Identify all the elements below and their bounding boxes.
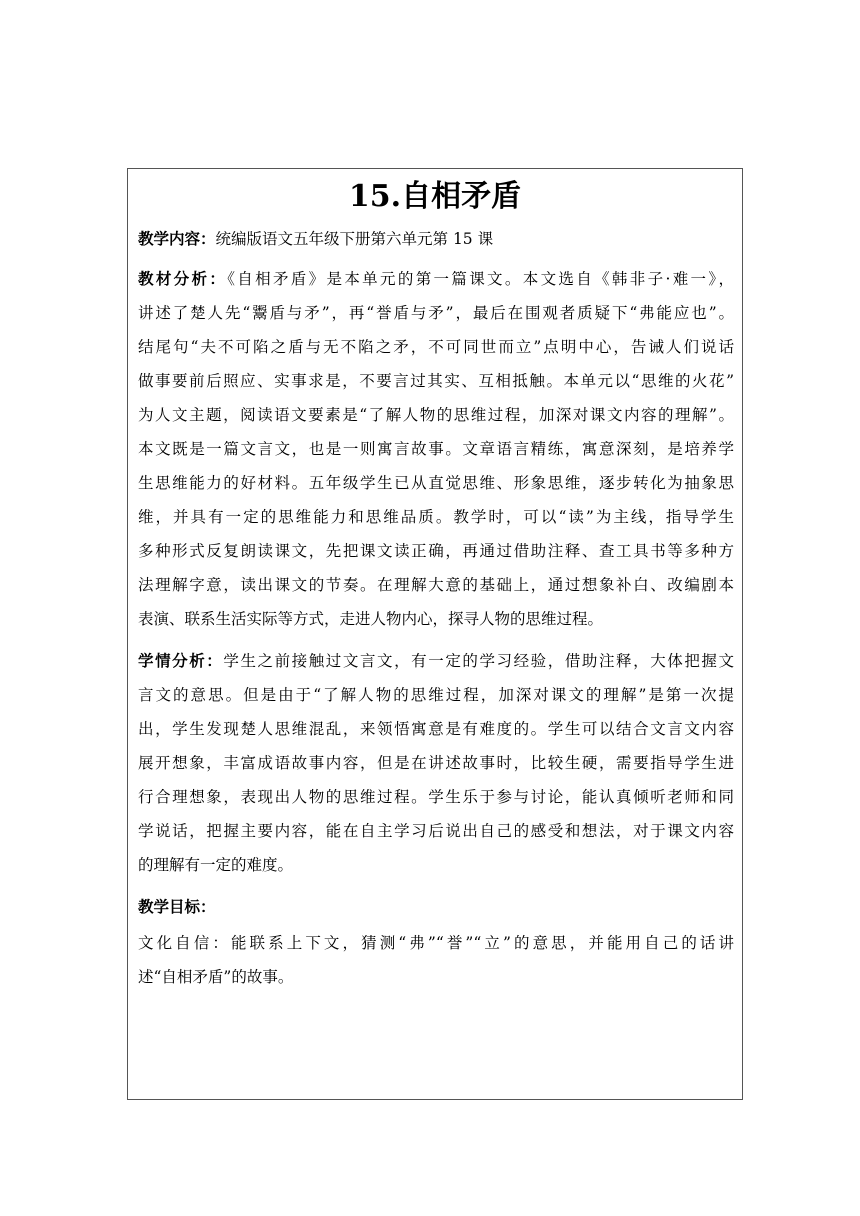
paragraph-line: 做事要前后照应、实事求是，不要言过其实、互相抵触。本单元以“思维的火花” xyxy=(138,372,734,390)
paragraph-line: 述“自相矛盾”的故事。 xyxy=(138,968,294,986)
paragraph-line: 表演、联系生活实际等方式，走进人物内心，探寻人物的思维过程。 xyxy=(138,610,604,628)
paragraph-line: 出，学生发现楚人思维混乱，来领悟寓意是有难度的。学生可以结合文言文内容 xyxy=(138,720,734,738)
paragraph-line: 结尾句“夫不可陷之盾与无不陷之矛，不可同世而立”点明中心，告诫人们说话 xyxy=(138,338,734,356)
paragraph-line: 维，并具有一定的思维能力和思维品质。教学时，可以“读”为主线，指导学生 xyxy=(138,508,734,526)
textbook-analysis-label: 教材分析： xyxy=(138,269,228,288)
teaching-content-label: 教学内容： xyxy=(138,229,216,248)
paragraph-line: 言文的意思。但是由于“了解人物的思维过程，加深对课文的理解”是第一次提 xyxy=(138,686,734,704)
objectives-label: 教学目标： xyxy=(138,897,216,916)
paragraph-line: 本文既是一篇文言文，也是一则寓言故事。文章语言精练，寓意深刻，是培养学 xyxy=(138,440,734,458)
lesson-plan-frame xyxy=(127,168,743,1100)
student-analysis-line xyxy=(138,651,734,671)
paragraph-line: 讲述了楚人先“鬻盾与矛”，再“誉盾与矛”，最后在围观者质疑下“弗能应也”。 xyxy=(138,304,734,322)
paragraph-line: 学说话，把握主要内容，能在自主学习后说出自己的感受和想法，对于课文内容 xyxy=(138,822,734,840)
paragraph-line: 多种形式反复朗读课文，先把课文读正确，再通过借助注释、查工具书等多种方 xyxy=(138,542,734,560)
paragraph-line: 法理解字意，读出课文的节奏。在理解大意的基础上，通过想象补白、改编剧本 xyxy=(138,576,734,594)
teaching-content-line xyxy=(138,229,734,249)
page-title: 15.自相矛盾 xyxy=(348,179,522,214)
textbook-analysis-line xyxy=(138,269,734,289)
paragraph-line: 《自相矛盾》是本单元的第一篇课文。本文选自《韩非子·难一》， xyxy=(227,270,734,288)
paragraph-line: 的理解有一定的难度。 xyxy=(138,856,294,874)
paragraph-line: 行合理想象，表现出人物的思维过程。学生乐于参与讨论，能认真倾听老师和同 xyxy=(138,788,734,806)
paragraph-line: 展开想象，丰富成语故事内容，但是在讲述故事时，比较生硬，需要指导学生进 xyxy=(138,754,734,772)
teaching-content-text: 统编版语文五年级下册第六单元第 15 课 xyxy=(215,230,494,248)
student-analysis-label: 学情分析： xyxy=(138,651,224,670)
paragraph-line: 学生之前接触过文言文，有一定的学习经验，借助注释，大体把握文 xyxy=(223,652,734,670)
paragraph-line: 生思维能力的好材料。五年级学生已从直觉思维、形象思维，逐步转化为抽象思 xyxy=(138,474,734,492)
paragraph-line: 文化自信：能联系上下文，猜测“弗”“誉”“立”的意思，并能用自己的话讲 xyxy=(138,934,734,952)
paragraph-line: 为人文主题，阅读语文要素是“了解人物的思维过程，加深对课文内容的理解”。 xyxy=(138,406,734,424)
